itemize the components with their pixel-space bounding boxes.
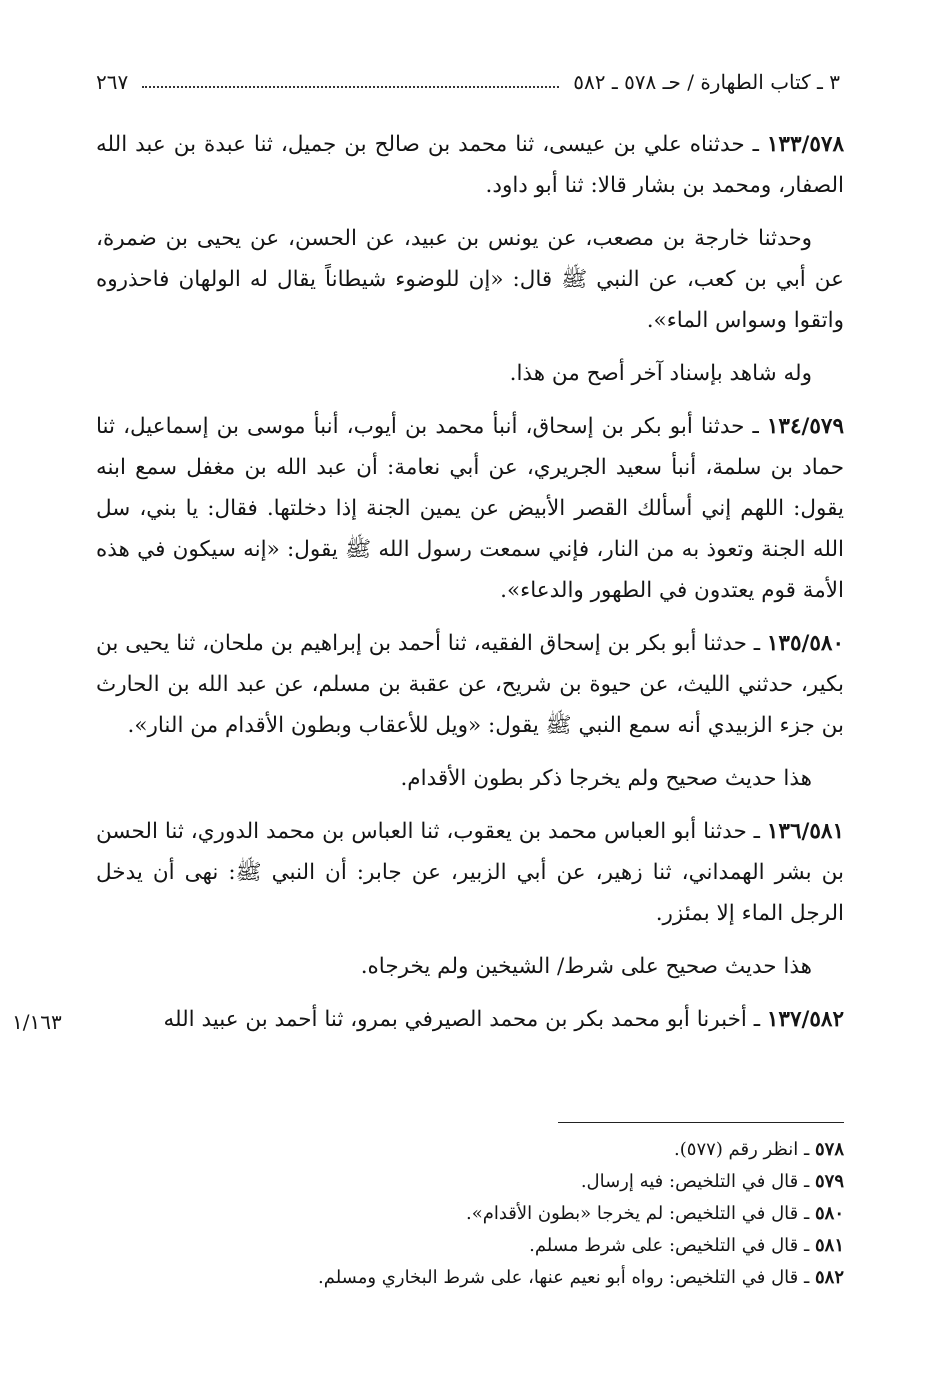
- commentary-paragraph: [96, 946, 844, 987]
- footnote: [96, 1230, 844, 1262]
- footnote-text: ـ قال في التلخيص: على شرط مسلم.: [529, 1235, 815, 1256]
- hadith-number: ١٣٤/٥٧٩: [766, 414, 844, 439]
- footnote-number: ٥٨٠: [814, 1203, 844, 1224]
- main-text: [96, 124, 844, 1052]
- commentary-paragraph: [96, 758, 844, 799]
- hadith-number: ١٣٥/٥٨٠: [766, 631, 844, 656]
- hadith-paragraph: [96, 124, 844, 206]
- hadith-text: ـ حدثناه علي بن عيسى، ثنا محمد بن صالح بن جميل، ثنا عبدة بن عبد الله الصفار، ومحمد بن بشار قالا: ثنا أبو داود.: [96, 132, 844, 198]
- footnote-number: ٥٨٢: [814, 1267, 844, 1288]
- footnote-text: ـ قال في التلخيص: رواه أبو نعيم عنها، على شرط البخاري ومسلم.: [318, 1267, 815, 1288]
- margin-volume-page-note: ١/١٦٣: [12, 1010, 62, 1034]
- hadith-paragraph: [96, 999, 844, 1040]
- footnote-number: ٥٧٩: [814, 1171, 844, 1192]
- footnote-separator: [558, 1122, 844, 1123]
- header-dot-leader: [142, 86, 559, 88]
- page-number: ٢٦٧: [96, 70, 129, 94]
- footnote: [96, 1134, 844, 1166]
- footnote-number: ٥٧٨: [814, 1139, 844, 1160]
- hadith-text: ـ حدثنا أبو بكر بن إسحاق الفقيه، ثنا أحمد بن إبراهيم بن ملحان، ثنا يحيى بن بكير، حدثني الليث، عن حيوة بن شريح، عن عقبة بن مسلم، عن عبد الله بن الحارث بن جزء الزبيدي أنه سمع النبي ﷺ يقول: «ويل للأعقاب وبطون الأقدام من النار».: [96, 631, 844, 738]
- commentary-paragraph: [96, 353, 844, 394]
- hadith-number: ١٣٧/٥٨٢: [766, 1007, 844, 1032]
- hadith-paragraph: [96, 811, 844, 934]
- hadith-text: ـ حدثنا أبو العباس محمد بن يعقوب، ثنا العباس بن محمد الدوري، ثنا الحسن بن بشر الهمداني، ثنا زهير، عن أبي الزبير، عن جابر: أن النبي ﷺ: نهى أن يدخل الرجل الماء إلا بمئزر.: [96, 819, 844, 926]
- footnote: [96, 1198, 844, 1230]
- running-header: [96, 62, 840, 102]
- commentary-text: هذا حديث صحيح ولم يخرجا ذكر بطون الأقدام.: [400, 766, 812, 791]
- hadith-text: ـ حدثنا أبو بكر بن إسحاق، أنبأ محمد بن أيوب، أنبأ موسى بن إسماعيل، ثنا حماد بن سلمة، أنبأ سعيد الجريري، عن أبي نعامة: أن عبد الله بن مغفل سمع ابنه يقول: اللهم إني أسألك القصر الأبيض عن يمين الجنة إذا دخلتها. فقال: يا بني، سل الله الجنة وتعوذ به من النار، فإني سمعت رسول الله ﷺ يقول: «إنه سيكون في هذه الأمة قوم يعتدون في الطهور والدعاء».: [96, 414, 844, 603]
- footnote: [96, 1166, 844, 1198]
- footnote-number: ٥٨١: [814, 1235, 844, 1256]
- commentary-text: وله شاهد بإسناد آخر أصح من هذا.: [509, 361, 812, 386]
- footnote: [96, 1262, 844, 1294]
- hadith-number: ١٣٣/٥٧٨: [766, 132, 844, 157]
- footnote-text: ـ انظر رقم (٥٧٧).: [674, 1139, 815, 1160]
- footnotes: [96, 1134, 844, 1294]
- hadith-text: وحدثنا خارجة بن مصعب، عن يونس بن عبيد، عن الحسن، عن يحيى بن ضمرة، عن أبي بن كعب، عن النبي ﷺ قال: «إن للوضوء شيطاناً يقال له الولهان فاحذروه واتقوا وسواس الماء».: [96, 226, 844, 333]
- footnote-text: ـ قال في التلخيص: لم يخرجا «بطون الأقدام».: [465, 1203, 815, 1224]
- hadith-paragraph: [96, 623, 844, 746]
- hadith-number: ١٣٦/٥٨١: [766, 819, 844, 844]
- header-title: ٣ ـ كتاب الطهارة / حـ ٥٧٨ ـ ٥٨٢: [573, 70, 840, 94]
- footnote-text: ـ قال في التلخيص: فيه إرسال.: [580, 1171, 815, 1192]
- commentary-text: هذا حديث صحيح على شرط/ الشيخين ولم يخرجاه.: [360, 954, 812, 979]
- hadith-paragraph: [96, 218, 844, 341]
- hadith-text: ـ أخبرنا أبو محمد بكر بن محمد الصيرفي بمرو، ثنا أحمد بن عبيد الله: [163, 1007, 767, 1032]
- hadith-paragraph: [96, 406, 844, 611]
